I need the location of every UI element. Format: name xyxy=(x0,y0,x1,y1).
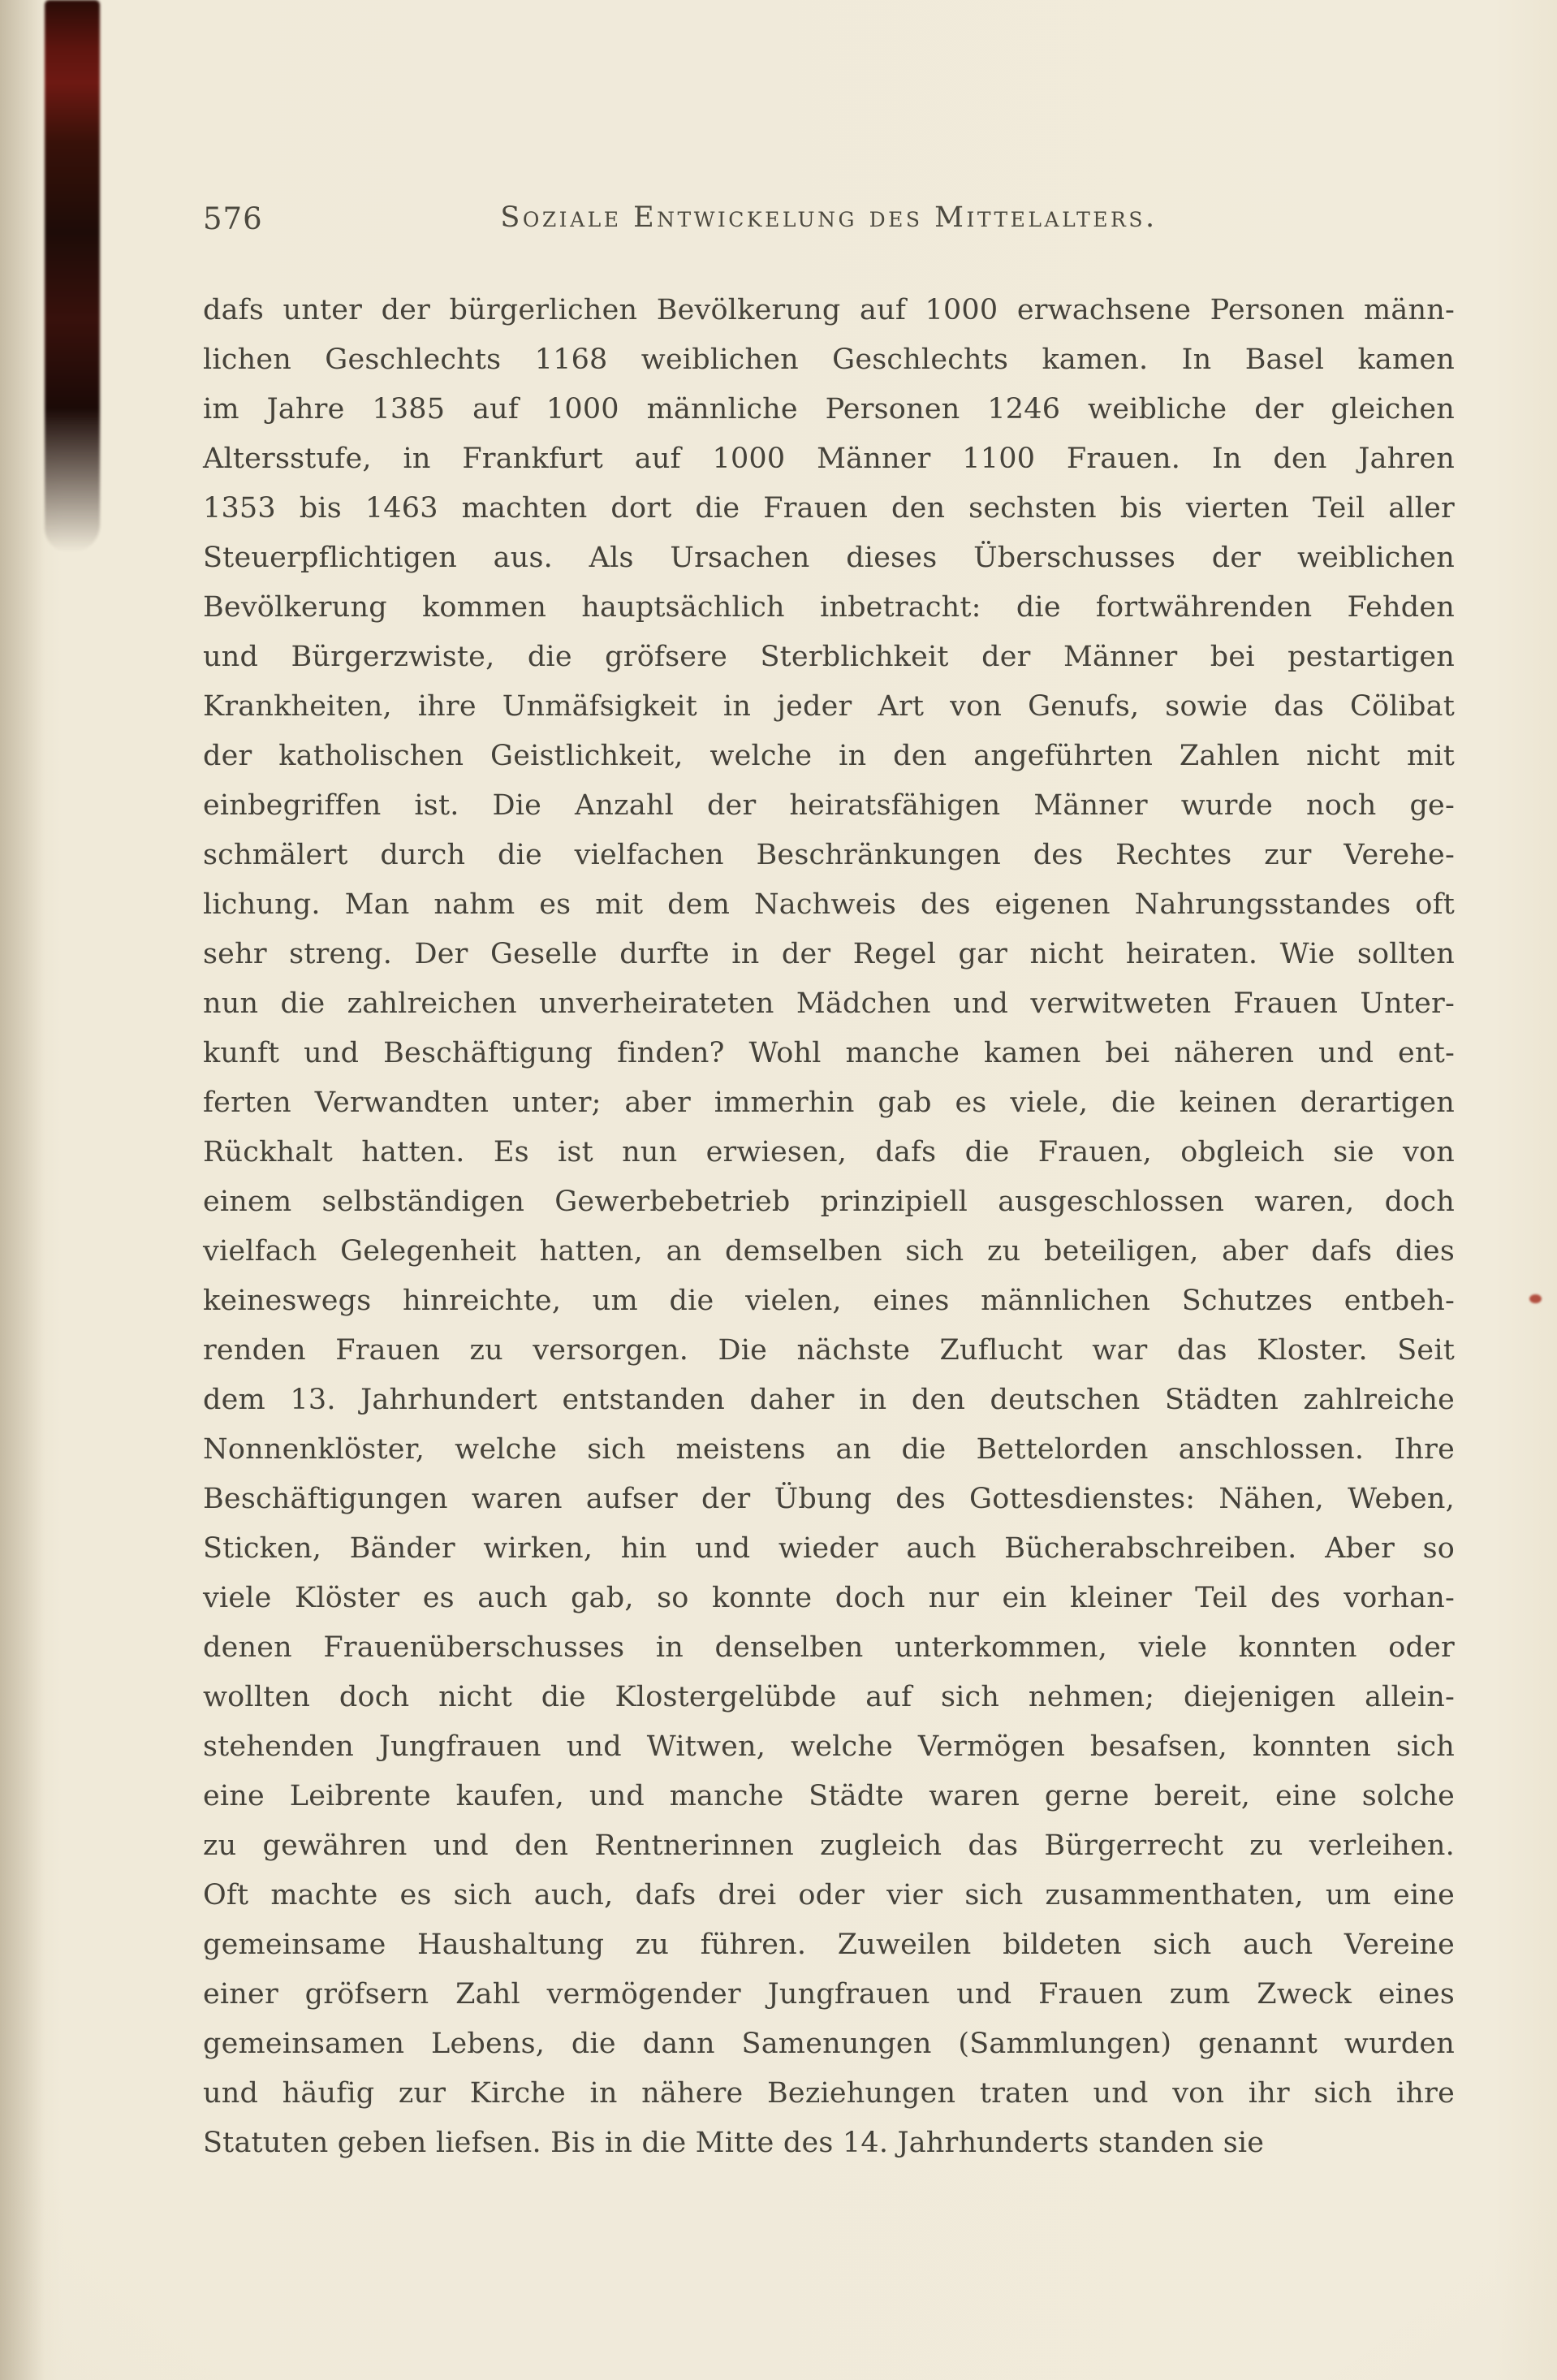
text-line: keineswegs hinreichte, um die vielen, eines männlichen Schutzes entbeh- xyxy=(203,1285,1455,1317)
text-line: renden Frauen zu versorgen. Die nächste Zuflucht war das Kloster. Seit xyxy=(203,1334,1455,1367)
text-line: vielfach Gelegenheit hatten, an demselben sich zu beteiligen, aber dafs dies xyxy=(203,1235,1455,1268)
page-edge-shadow xyxy=(0,0,45,2380)
text-line: wollten doch nicht die Klostergelübde auf sich nehmen; diejenigen allein- xyxy=(203,1681,1455,1713)
text-line: und Bürgerzwiste, die gröfsere Sterblichkeit der Männer bei pestartigen xyxy=(203,641,1455,673)
text-line: Steuerpflichtigen aus. Als Ursachen dieses Überschusses der weiblichen xyxy=(203,542,1455,574)
text-line: stehenden Jungfrauen und Witwen, welche Vermögen besafsen, konnten sich xyxy=(203,1730,1455,1763)
text-line: Krankheiten, ihre Unmäfsigkeit in jeder Art von Genufs, sowie das Cölibat xyxy=(203,690,1455,723)
text-line: Statuten geben liefsen. Bis in die Mitte des 14. Jahrhunderts standen sie xyxy=(203,2127,1265,2159)
text-line: einbegriffen ist. Die Anzahl der heiratsfähigen Männer wurde noch ge- xyxy=(203,789,1455,822)
text-line: Rückhalt hatten. Es ist nun erwiesen, dafs die Frauen, obgleich sie von xyxy=(203,1136,1455,1168)
text-line: lichung. Man nahm es mit dem Nachweis des eigenen Nahrungsstandes oft xyxy=(203,888,1455,921)
text-line: Altersstufe, in Frankfurt auf 1000 Männer 1100 Frauen. In den Jahren xyxy=(203,443,1455,475)
text-line: einer gröfsern Zahl vermögender Jungfrauen und Frauen zum Zweck eines xyxy=(203,1978,1455,2011)
text-line: Oft machte es sich auch, dafs drei oder vier sich zusammenthaten, um eine xyxy=(203,1879,1455,1911)
text-line: schmälert durch die vielfachen Beschränkungen des Rechtes zur Verehe- xyxy=(203,839,1455,871)
text-line: ferten Verwandten unter; aber immerhin gab es viele, die keinen derartigen xyxy=(203,1086,1455,1119)
book-spine-artifact xyxy=(45,0,100,552)
text-line: einem selbständigen Gewerbebetrieb prinzipiell ausgeschlossen waren, doch xyxy=(203,1186,1455,1218)
page-number: 576 xyxy=(203,201,263,236)
text-line: kunft und Beschäftigung finden? Wohl manche kamen bei näheren und ent- xyxy=(203,1037,1455,1069)
text-line: denen Frauenüberschusses in denselben unterkommen, viele konnten oder xyxy=(203,1631,1455,1664)
running-title: Soziale Entwickelung des Mittelalters. xyxy=(500,201,1158,234)
text-line: Sticken, Bänder wirken, hin und wieder auch Bücherabschreiben. Aber so xyxy=(203,1532,1455,1565)
text-line: zu gewähren und den Rentnerinnen zugleich das Bürgerrecht zu verleihen. xyxy=(203,1829,1455,1862)
text-line: sehr streng. Der Geselle durfte in der Regel gar nicht heiraten. Wie sollten xyxy=(203,938,1455,970)
text-line: dafs unter der bürgerlichen Bevölkerung auf 1000 erwachsene Personen männ- xyxy=(203,294,1455,326)
text-line: Nonnenklöster, welche sich meistens an die Bettelorden anschlossen. Ihre xyxy=(203,1433,1455,1466)
text-line: gemeinsame Haushaltung zu führen. Zuweilen bildeten sich auch Vereine xyxy=(203,1929,1455,1961)
text-line: nun die zahlreichen unverheirateten Mädchen und verwitweten Frauen Unter- xyxy=(203,987,1455,1020)
text-line: im Jahre 1385 auf 1000 männliche Personen 1246 weibliche der gleichen xyxy=(203,393,1455,425)
text-line: 1353 bis 1463 machten dort die Frauen den sechsten bis vierten Teil aller xyxy=(203,492,1455,525)
body-text xyxy=(203,286,1455,2168)
page-header xyxy=(203,201,1455,244)
text-line: eine Leibrente kaufen, und manche Städte waren gerne bereit, eine solche xyxy=(203,1780,1455,1812)
text-line: dem 13. Jahrhundert entstanden daher in den deutschen Städten zahlreiche xyxy=(203,1384,1455,1416)
text-line: Bevölkerung kommen hauptsächlich inbetracht: die fortwährenden Fehden xyxy=(203,591,1455,624)
scan-speck xyxy=(1529,1294,1542,1303)
text-line: der katholischen Geistlichkeit, welche in den angeführten Zahlen nicht mit xyxy=(203,740,1455,772)
text-line: lichen Geschlechts 1168 weiblichen Geschlechts kamen. In Basel kamen xyxy=(203,343,1455,376)
text-line: und häufig zur Kirche in nähere Beziehungen traten und von ihr sich ihre xyxy=(203,2077,1455,2110)
text-line: gemeinsamen Lebens, die dann Samenungen (Sammlungen) genannt wurden xyxy=(203,2028,1455,2060)
text-line: viele Klöster es auch gab, so konnte doch nur ein kleiner Teil des vorhan- xyxy=(203,1582,1455,1614)
text-line: Beschäftigungen waren aufser der Übung des Gottesdienstes: Nähen, Weben, xyxy=(203,1483,1455,1515)
